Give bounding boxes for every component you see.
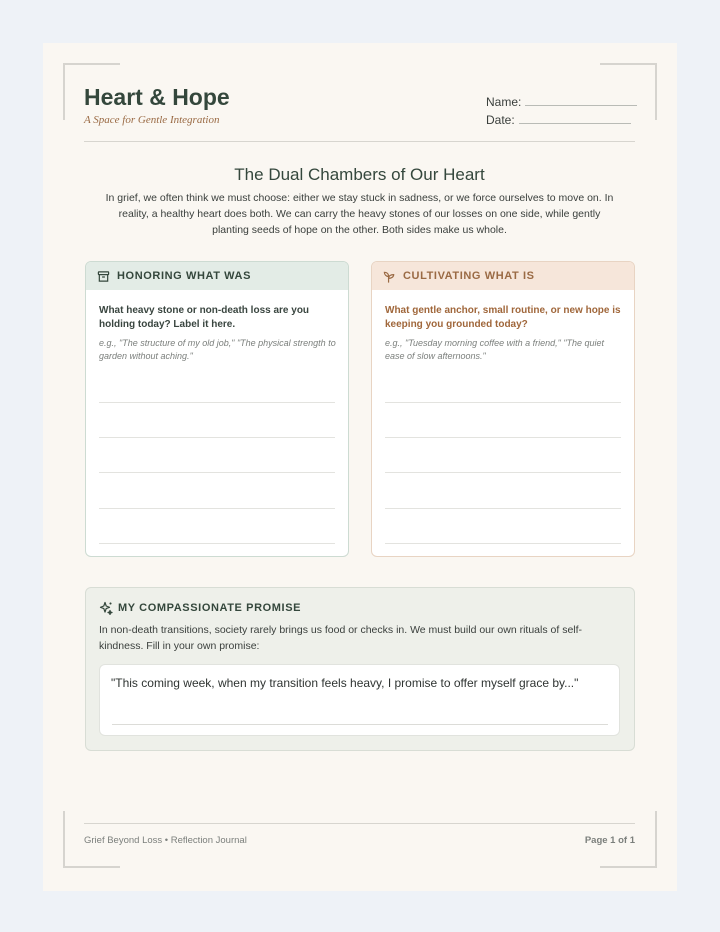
cultivating-write-line[interactable] [385,472,621,473]
cultivating-write-line[interactable] [385,437,621,438]
page-number: Page 1 of 1 [584,835,635,846]
honoring-write-line[interactable] [99,472,335,473]
promise-section [85,587,635,751]
footer-divider [84,823,635,824]
section-title: The Dual Chambers of Our Heart [234,165,485,184]
cultivating-write-line[interactable] [385,508,621,509]
cultivating-card [371,261,635,557]
honoring-card-header [86,262,348,290]
cultivating-card-header [372,262,634,290]
cultivating-write-line[interactable] [385,402,621,403]
honoring-write-line[interactable] [99,543,335,544]
name-write-line[interactable] [525,105,637,106]
sprout-icon [383,270,396,283]
promise-header [99,601,301,615]
brand-title: Heart & Hope [84,84,230,110]
promise-description: In non-death transitions, society rarely brings us food or checks in. We must build our own rituals of self-kindness. Fill in your own promise: [99,624,583,652]
name-label: Name: [486,95,522,109]
cultivating-card-example: e.g., "Tuesday morning coffee with a friend," "The quiet ease of slow afternoons." [385,338,605,361]
date-write-line[interactable] [519,123,631,124]
cultivating-card-question: What gentle anchor, small routine, or new hope is keeping you grounded today? [385,305,621,330]
promise-heading: MY COMPASSIONATE PROMISE [118,602,302,614]
date-label: Date: [486,113,515,127]
promise-prompt: "This coming week, when my transition feels heavy, I promise to offer myself grace by..." [111,676,579,690]
honoring-card [85,261,349,557]
promise-write-line[interactable] [112,724,608,725]
honoring-card-question: What heavy stone or non-death loss are you holding today? Label it here. [99,305,310,330]
promise-input-box[interactable] [99,664,620,736]
date-field[interactable] [486,113,631,127]
intro-paragraph: In grief, we often think we must choose: either we stay stuck in sadness, or we force ourselves to move on. In reality, a healthy heart does both. We can carry the heavy stones of our losses on one side, while gently planting seeds of hope on the other. Both sides make us whole. [105,192,614,236]
honoring-write-line[interactable] [99,508,335,509]
archive-box-icon [97,270,110,283]
footer-journal-title: Grief Beyond Loss • Reflection Journal [84,835,247,846]
name-field[interactable] [486,95,637,109]
honoring-write-line[interactable] [99,402,335,403]
brand-subtitle: A Space for Gentle Integration [84,114,220,126]
header-divider [84,141,635,142]
honoring-card-heading: HONORING WHAT WAS [117,270,252,282]
cultivating-write-line[interactable] [385,543,621,544]
sparkle-icon [99,601,113,615]
cultivating-card-heading: CULTIVATING WHAT IS [403,270,535,282]
honoring-write-line[interactable] [99,437,335,438]
corner-ornament-top-right [600,63,657,120]
honoring-card-example: e.g., "The structure of my old job," "The physical strength to garden without aching." [99,338,336,361]
journal-page [43,43,677,891]
